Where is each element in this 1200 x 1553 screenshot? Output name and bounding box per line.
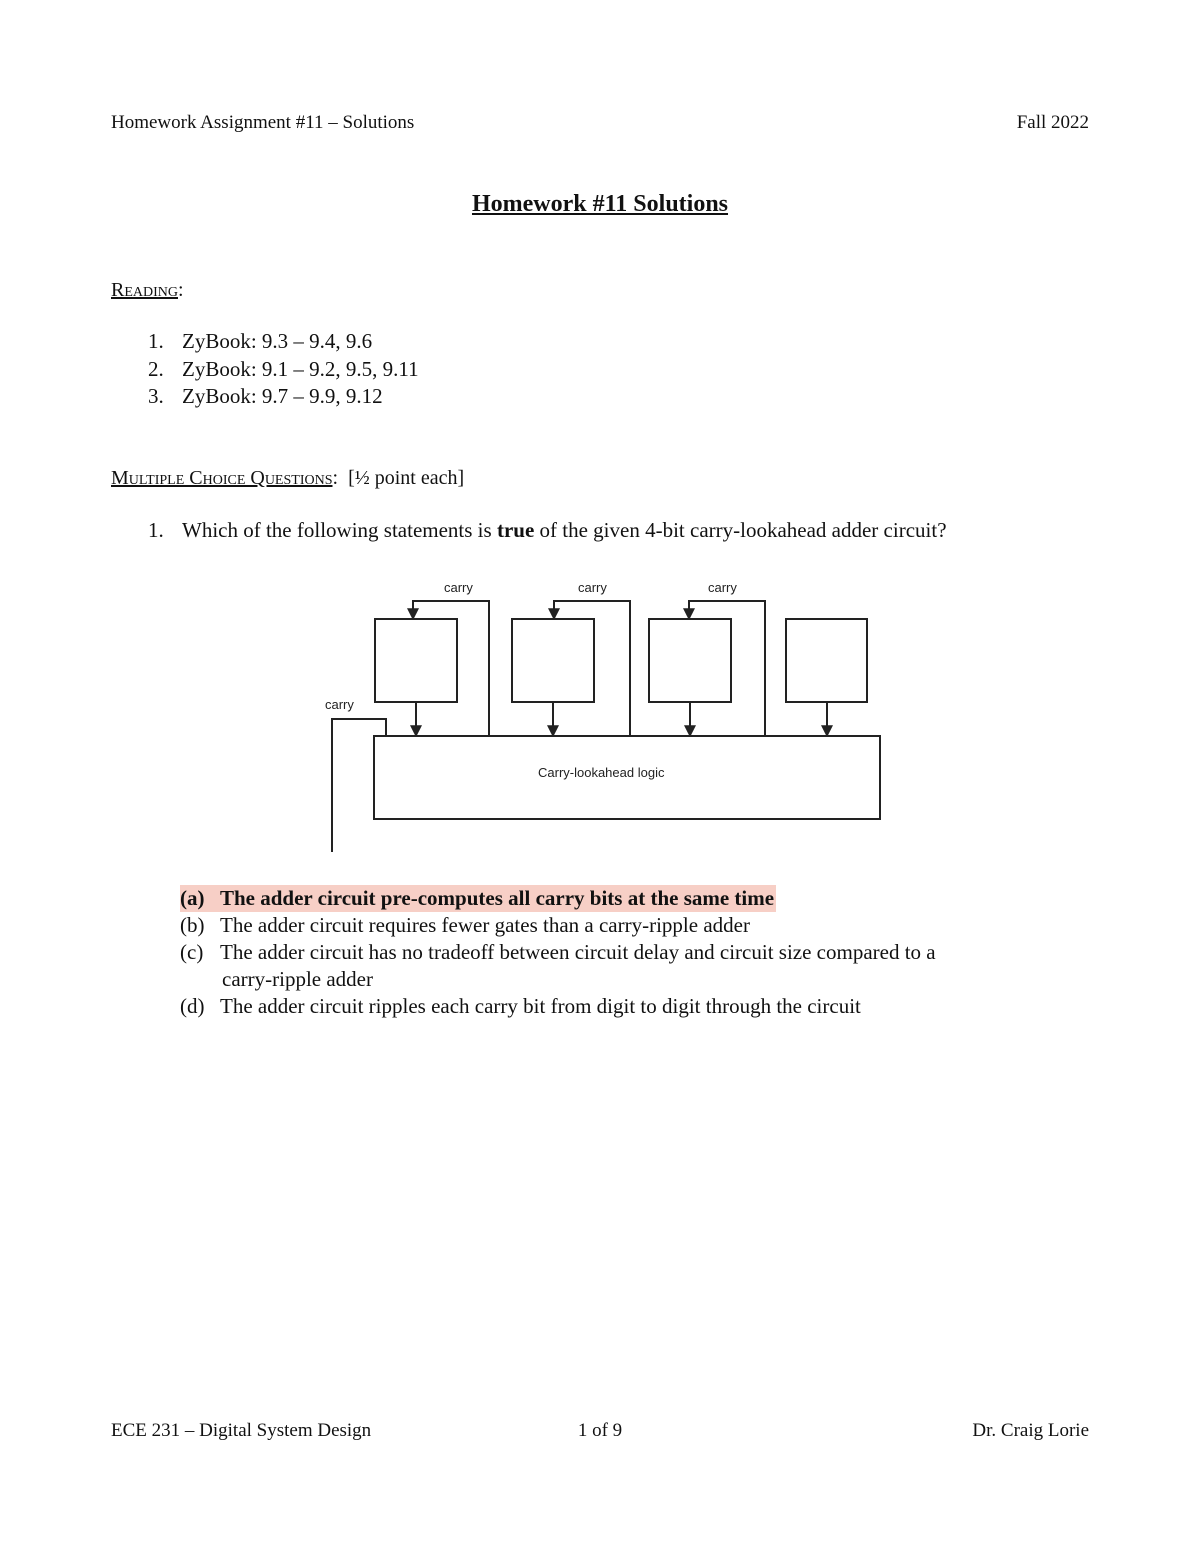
list-item bbox=[148, 328, 419, 356]
choice-c-continuation: carry-ripple adder bbox=[222, 967, 373, 991]
mcq-heading-label: Multiple Choice Questions bbox=[111, 467, 333, 489]
footer-page-number: 1 of 9 bbox=[577, 1420, 623, 1441]
running-header-title: Homework Assignment #11 – Solutions bbox=[111, 112, 415, 133]
carry-line-2 bbox=[554, 601, 630, 736]
page-title: Homework #11 Solutions bbox=[471, 191, 729, 217]
logic-label: Carry-lookahead logic bbox=[538, 765, 665, 780]
choice-d bbox=[180, 993, 936, 1020]
question-text-emphasis: true bbox=[496, 518, 535, 542]
list-item-text: ZyBook: 9.3 – 9.4, 9.6 bbox=[182, 329, 373, 353]
choice-label: (c) bbox=[180, 940, 204, 964]
list-item-number: 1. bbox=[148, 329, 164, 353]
adder-block-1 bbox=[375, 619, 457, 702]
choice-c bbox=[180, 939, 936, 966]
carry-label-input: carry bbox=[325, 697, 354, 712]
carry-label-3: carry bbox=[708, 580, 737, 595]
question-text-after: of the given 4-bit carry-lookahead adder circuit? bbox=[534, 518, 947, 542]
choice-text: The adder circuit ripples each carry bit from digit to digit through the circuit bbox=[220, 994, 861, 1018]
adder-block-4 bbox=[786, 619, 867, 702]
list-item-number: 2. bbox=[148, 356, 164, 381]
mcq-points: [½ point each] bbox=[348, 467, 465, 489]
reading-heading-label: Reading bbox=[111, 279, 178, 301]
carry-line-1 bbox=[413, 601, 489, 736]
carry-label-1: carry bbox=[444, 580, 473, 595]
carry-lookahead-diagram bbox=[300, 570, 900, 860]
choice-text: The adder circuit requires fewer gates than a carry-ripple adder bbox=[220, 913, 750, 937]
list-item bbox=[148, 356, 419, 384]
running-header-term: Fall 2022 bbox=[1016, 112, 1089, 133]
answer-choices bbox=[180, 885, 936, 1020]
choice-b bbox=[180, 912, 936, 939]
choice-a bbox=[180, 885, 936, 912]
footer-instructor: Dr. Craig Lorie bbox=[972, 1420, 1089, 1441]
carry-line-3 bbox=[689, 601, 765, 736]
question-text-before: Which of the following statements is bbox=[182, 518, 497, 542]
adder-block-2 bbox=[512, 619, 594, 702]
choice-label: (a) bbox=[180, 886, 205, 910]
choice-text: The adder circuit pre-computes all carry bits at the same time bbox=[220, 886, 775, 910]
adder-block-3 bbox=[649, 619, 731, 702]
list-item-text: ZyBook: 9.7 – 9.9, 9.12 bbox=[182, 384, 383, 408]
correct-answer-highlight bbox=[180, 885, 776, 912]
list-item bbox=[148, 383, 419, 411]
list-item-text: ZyBook: 9.1 – 9.2, 9.5, 9.11 bbox=[182, 356, 419, 381]
choice-text: The adder circuit has no tradeoff between circuit delay and circuit size compared to a bbox=[220, 940, 936, 964]
reading-list bbox=[148, 328, 419, 411]
mcq-heading: Multiple Choice Questions: [½ point each] bbox=[111, 467, 465, 489]
carry-input-line bbox=[332, 719, 386, 852]
choice-label: (d) bbox=[180, 994, 205, 1018]
footer-course: ECE 231 – Digital System Design bbox=[111, 1420, 372, 1441]
list-item-number: 3. bbox=[148, 384, 164, 408]
reading-heading: Reading: bbox=[111, 279, 184, 301]
carry-label-2: carry bbox=[578, 580, 607, 595]
question-1 bbox=[148, 518, 947, 543]
choice-label: (b) bbox=[180, 913, 205, 937]
question-number: 1. bbox=[148, 518, 164, 542]
